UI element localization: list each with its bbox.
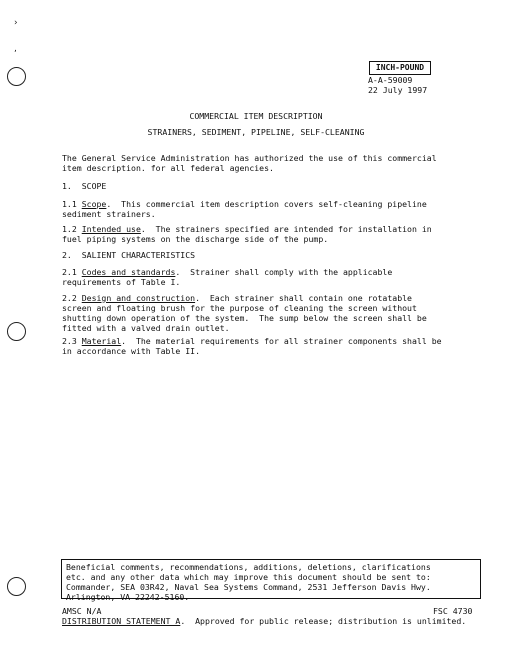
distribution-text: . Approved for public release; distribution is unlimited.	[180, 616, 467, 626]
paragraph-text: . The material requirements for all strainer components shall be	[121, 336, 442, 346]
document-id: A-A-59009	[368, 75, 413, 85]
scan-mark: ›	[14, 18, 18, 28]
distribution-label: DISTRIBUTION STATEMENT A	[62, 616, 181, 626]
binder-hole-bottom	[7, 577, 26, 596]
paragraph-number: 2.1	[62, 267, 82, 277]
intro-line: item description. for all federal agencies.	[62, 163, 274, 173]
paragraph-number: 2.3	[62, 336, 82, 346]
section-heading: 1. SCOPE	[62, 181, 107, 191]
paragraph-text: . Each strainer shall contain one rotatable	[195, 293, 412, 303]
paragraph-text: fuel piping systems on the discharge side of the pump.	[62, 234, 329, 244]
paragraph-design	[62, 293, 482, 333]
paragraph-number: 2.2	[62, 293, 82, 303]
inch-pound-stamp: INCH-POUND	[369, 61, 431, 75]
paragraph-text: sediment strainers.	[62, 209, 156, 219]
paragraph-text: in accordance with Table II.	[62, 346, 201, 356]
page-title: COMMERCIAL ITEM DESCRIPTION	[189, 111, 323, 121]
comments-line: Beneficial comments, recommendations, additions, deletions, clarifications	[66, 562, 431, 572]
paragraph-text: . Strainer shall comply with the applicable	[175, 267, 393, 277]
document-date: 22 July 1997	[368, 85, 428, 95]
paragraph-title: Design and construction	[81, 293, 196, 303]
scan-mark: ,	[14, 44, 17, 54]
amsc-code: AMSC N/A	[62, 606, 102, 616]
comments-box	[61, 559, 481, 602]
comments-line: Commander, SEA 03R42, Naval Sea Systems Command, 2531 Jefferson Davis Hwy.	[66, 582, 431, 592]
paragraph-intended-use	[62, 224, 482, 244]
comments-line: Arlington, VA 22242-5160.	[66, 592, 190, 602]
binder-hole-top	[7, 67, 26, 86]
paragraph-number: 1.2	[62, 224, 82, 234]
page-subtitle: STRAINERS, SEDIMENT, PIPELINE, SELF-CLEANING	[147, 127, 365, 137]
comments-line: etc. and any other data which may improve this document should be sent to:	[66, 572, 431, 582]
paragraph-title: Codes and standards	[81, 267, 176, 277]
intro-line: The General Service Administration has authorized the use of this commercial	[62, 153, 437, 163]
binder-hole-middle	[7, 322, 26, 341]
paragraph-text: . This commercial item description covers self-cleaning pipeline	[106, 199, 427, 209]
paragraph-number: 1.1	[62, 199, 82, 209]
paragraph-material	[62, 336, 482, 356]
paragraph-text: shutting down operation of the system. The sump below the screen shall be	[62, 313, 427, 323]
intro-paragraph	[62, 153, 482, 173]
paragraph-title: Intended use	[81, 224, 141, 234]
paragraph-title: Scope	[81, 199, 107, 209]
distribution-statement	[62, 616, 466, 626]
paragraph-scope	[62, 199, 482, 219]
fsc-code: FSC 4730	[433, 606, 473, 616]
paragraph-text: . The strainers specified are intended for installation in	[140, 224, 432, 234]
paragraph-text: requirements of Table I.	[62, 277, 181, 287]
paragraph-codes	[62, 267, 482, 287]
paragraph-text: screen and floating brush for the purpose of cleaning the screen without	[62, 303, 417, 313]
paragraph-title: Material	[81, 336, 122, 346]
section-heading: 2. SALIENT CHARACTERISTICS	[62, 250, 196, 260]
paragraph-text: fitted with a valved drain outlet.	[62, 323, 230, 333]
